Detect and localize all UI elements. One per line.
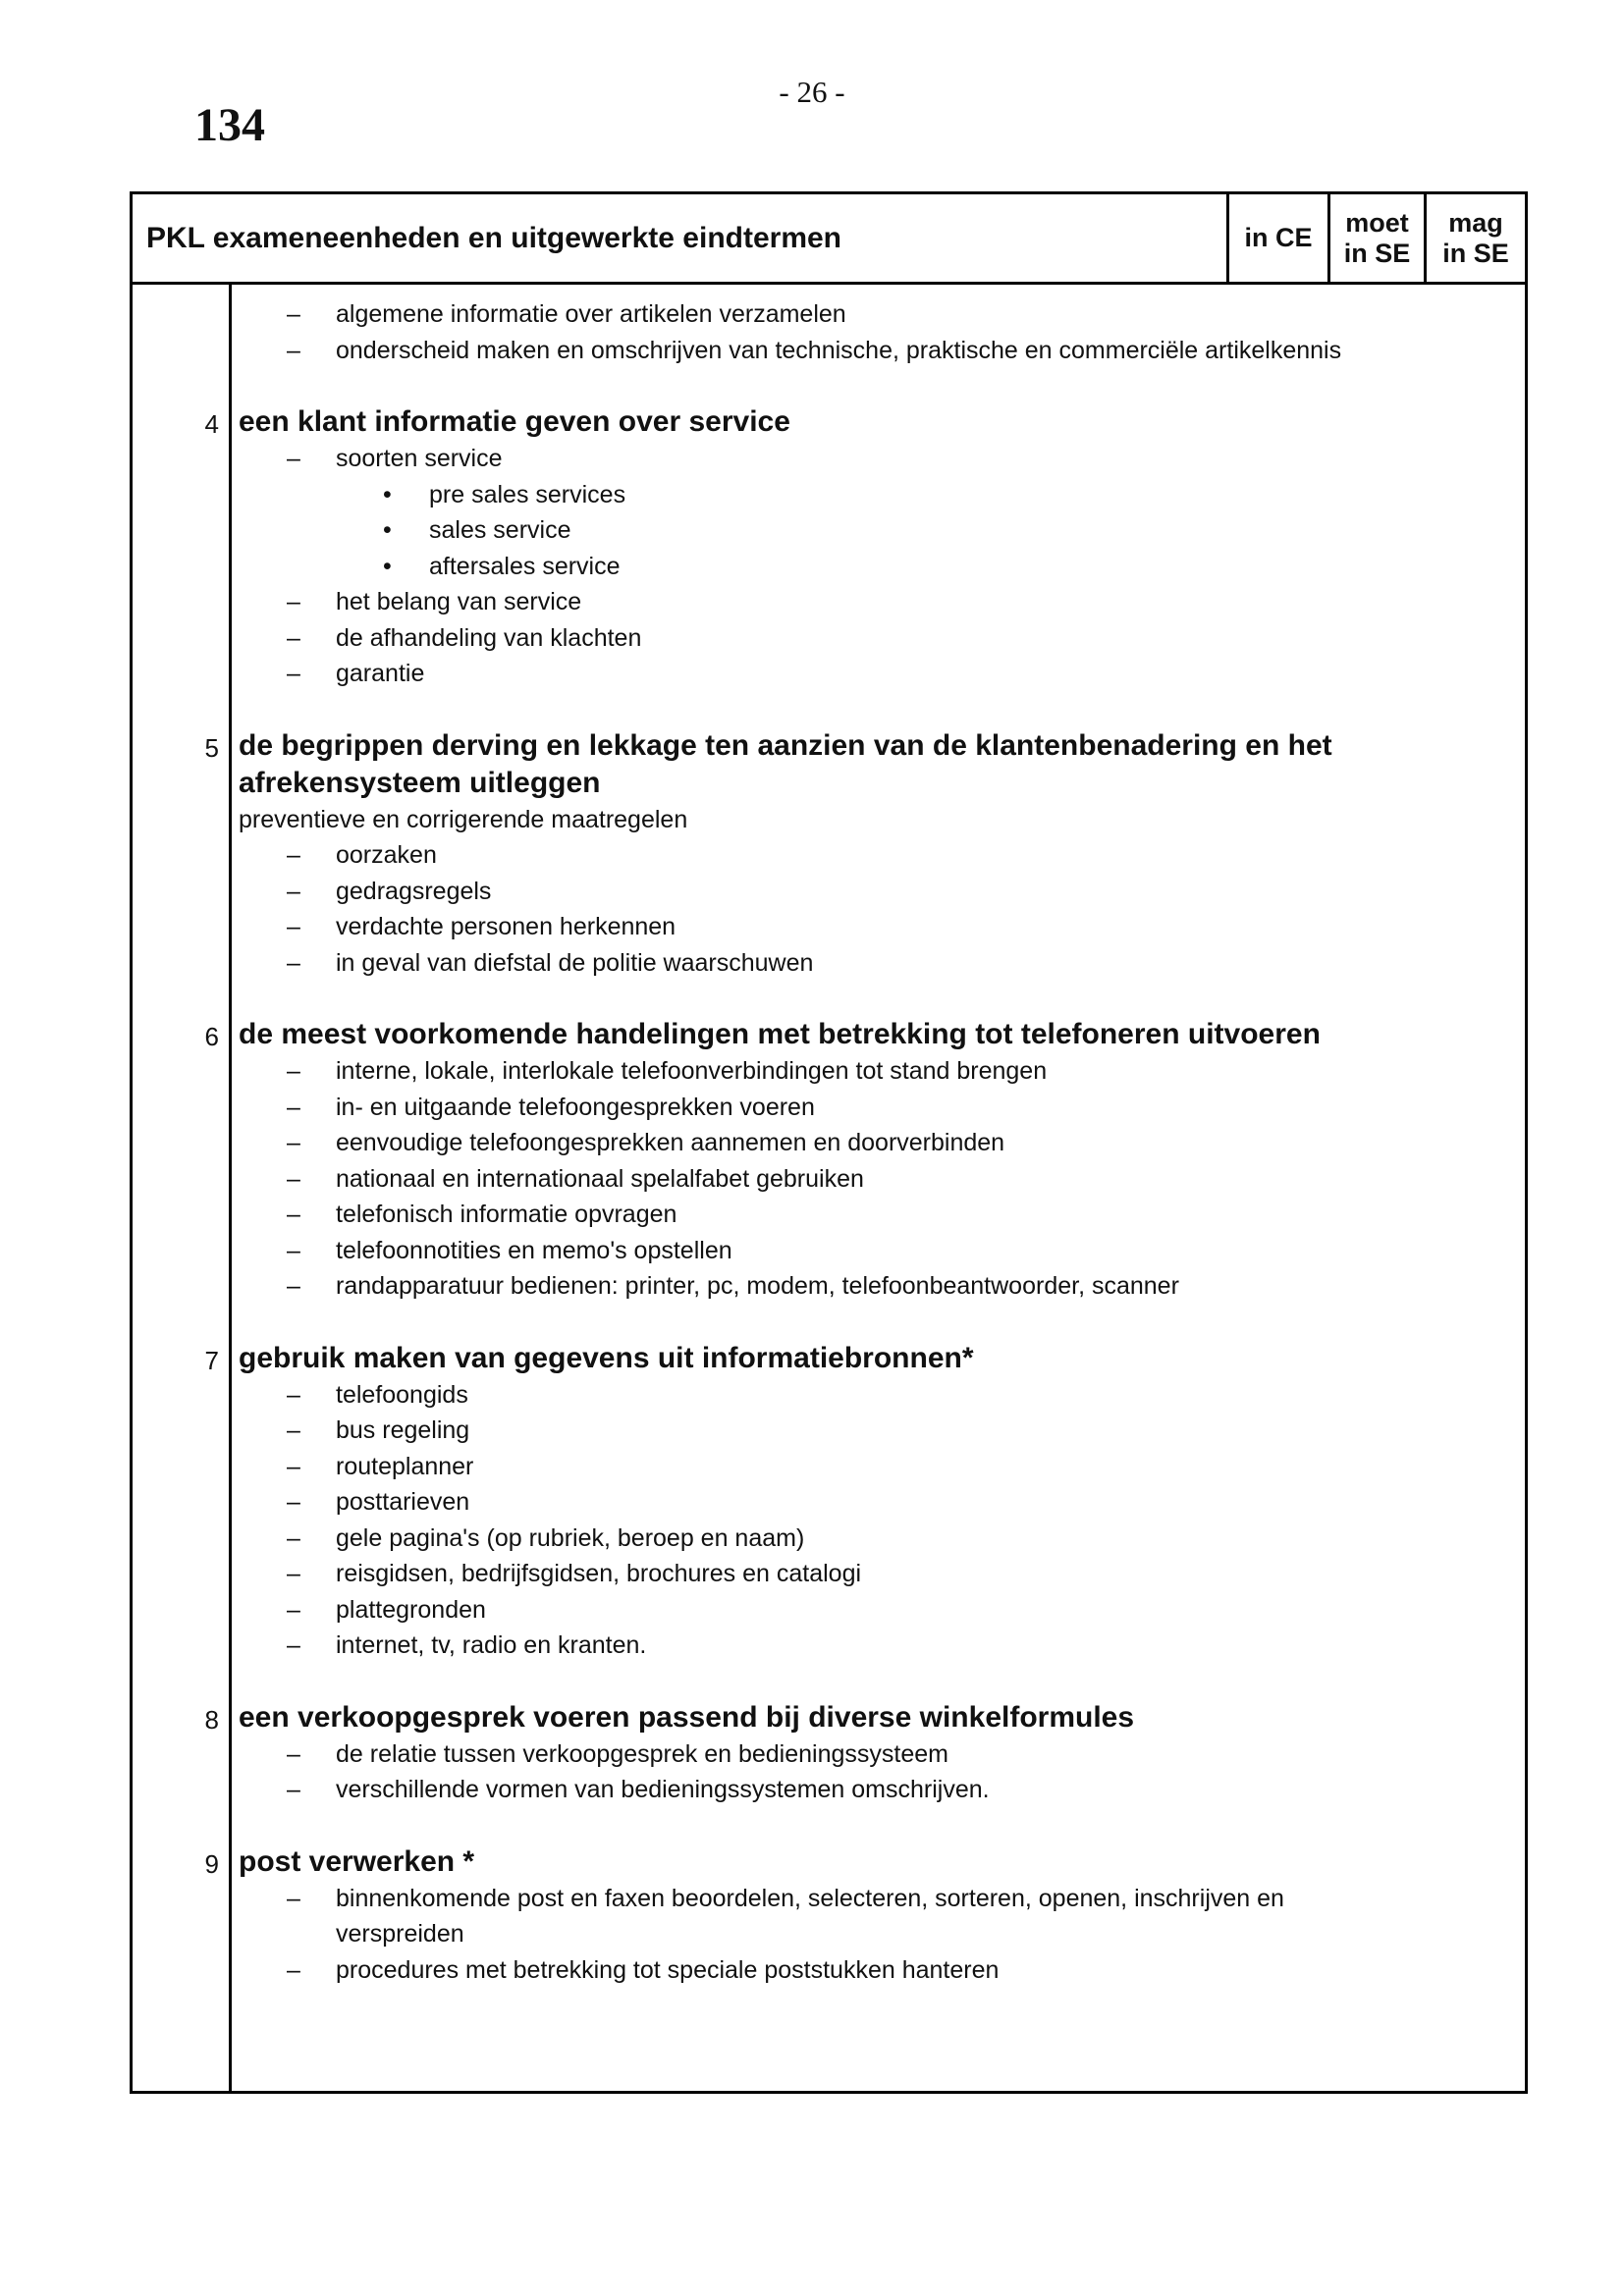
- list-item: [239, 1125, 1417, 1161]
- list-item-text: telefonisch informatie opvragen: [336, 1201, 677, 1228]
- dash-marker-icon: –: [287, 1488, 300, 1516]
- header-col-moet-in-se: [1327, 194, 1424, 282]
- dash-marker-icon: –: [287, 1776, 300, 1803]
- dash-marker-icon: –: [287, 1201, 300, 1228]
- list-item: [239, 1736, 1417, 1773]
- list-item: [239, 512, 1417, 549]
- list-item-text: binnenkomende post en faxen beoordelen, selecteren, sorteren, openen, inschrijven en verspreiden: [336, 1884, 1284, 1948]
- header-col-label: moet: [1345, 207, 1409, 238]
- list-item-text: routeplanner: [336, 1452, 474, 1480]
- list-item-text: interne, lokale, interlokale telefoonverbindingen tot stand brengen: [336, 1057, 1048, 1085]
- list-item-text: telefoongids: [336, 1380, 468, 1409]
- table-body: [133, 285, 1525, 2091]
- list-item: [239, 837, 1417, 874]
- dash-marker-icon: –: [287, 948, 300, 977]
- list-item: [239, 874, 1417, 910]
- exam-item-row: [133, 1305, 1525, 1664]
- dash-marker-icon: –: [287, 1739, 300, 1768]
- item-number: 5: [133, 692, 232, 982]
- list-item: [239, 1161, 1417, 1198]
- dash-marker-icon: –: [287, 1884, 300, 1912]
- dash-marker-icon: –: [287, 623, 300, 652]
- list-item-text: in- en uitgaande telefoongesprekken voeren: [336, 1093, 815, 1121]
- item-content: [232, 1305, 1525, 1664]
- list-item-text: posttarieven: [336, 1488, 470, 1516]
- header-col-mag-in-se: [1424, 194, 1525, 282]
- item-number: 6: [133, 981, 232, 1305]
- exam-item-row: [133, 1664, 1525, 1808]
- bullet-marker-icon: •: [383, 516, 392, 544]
- exam-item-row: [133, 692, 1525, 982]
- dash-marker-icon: –: [287, 1272, 300, 1300]
- header-col-label: mag: [1448, 207, 1503, 238]
- list-item-text: algemene informatie over artikelen verzamelen: [336, 300, 846, 328]
- table-header-row: [133, 194, 1525, 285]
- list-item: [239, 1090, 1417, 1126]
- item-content: [232, 368, 1525, 692]
- list-item: [239, 909, 1417, 945]
- list-item: [239, 1377, 1417, 1414]
- table-title-cell: PKL exameneenheden en uitgewerkte eindtermen: [146, 221, 842, 254]
- list-item-text: sales service: [429, 516, 571, 544]
- dash-marker-icon: –: [287, 1523, 300, 1552]
- list-item: [239, 549, 1417, 585]
- item-subtext: preventieve en corrigerende maatregelen: [239, 805, 688, 833]
- dash-marker-icon: –: [287, 841, 300, 869]
- list-item: [239, 1268, 1417, 1305]
- list-item-text: onderscheid maken en omschrijven van technische, praktische en commerciële artikelkennis: [336, 336, 1342, 364]
- list-item-text: reisgidsen, bedrijfsgidsen, brochures en catalogi: [336, 1560, 862, 1587]
- header-col-in-ce: [1226, 194, 1327, 282]
- dash-marker-icon: –: [287, 660, 300, 687]
- exam-item-row: [133, 285, 1525, 368]
- exam-item-row: [133, 368, 1525, 692]
- list-item: [239, 1628, 1417, 1664]
- list-item-text: gele pagina's (op rubriek, beroep en naam): [336, 1523, 805, 1552]
- list-item: [239, 333, 1417, 369]
- item-content: [232, 692, 1525, 982]
- item-heading: de begrippen derving en lekkage ten aanzien van de klantenbenadering en het afrekensysteem uitleggen: [239, 728, 1332, 799]
- item-heading: post verwerken *: [239, 1844, 475, 1878]
- list-item: [239, 1772, 1417, 1808]
- item-heading: een verkoopgesprek voeren passend bij diverse winkelformules: [239, 1700, 1135, 1734]
- dash-marker-icon: –: [287, 588, 300, 615]
- dash-marker-icon: –: [287, 1560, 300, 1587]
- list-item-text: bus regeling: [336, 1416, 470, 1444]
- list-item: [239, 1521, 1417, 1557]
- list-item: [239, 1592, 1417, 1629]
- item-content: [232, 981, 1525, 1305]
- dash-marker-icon: –: [287, 913, 300, 940]
- dash-marker-icon: –: [287, 1452, 300, 1480]
- dash-marker-icon: –: [287, 300, 300, 328]
- list-item-text: plattegronden: [336, 1595, 486, 1624]
- dash-marker-icon: –: [287, 877, 300, 905]
- list-item: [239, 1053, 1417, 1090]
- item-content: [232, 1808, 1525, 2092]
- list-item-text: pre sales services: [429, 480, 626, 508]
- item-heading: gebruik maken van gegevens uit informatiebronnen*: [239, 1341, 974, 1374]
- header-col-label: in SE: [1343, 238, 1411, 268]
- item-heading: de meest voorkomende handelingen met betrekking tot telefoneren uitvoeren: [239, 1018, 1321, 1050]
- dash-marker-icon: –: [287, 1057, 300, 1085]
- list-item-text: procedures met betrekking tot speciale poststukken hanteren: [336, 1955, 1000, 1984]
- dash-marker-icon: –: [287, 336, 300, 364]
- list-item: [239, 945, 1417, 982]
- exam-item-row: [133, 981, 1525, 1305]
- list-item-text: verdachte personen herkennen: [336, 913, 677, 940]
- item-number: [133, 285, 232, 368]
- item-content: [232, 1664, 1525, 1808]
- list-item-text: telefoonnotities en memo's opstellen: [336, 1236, 732, 1264]
- bullet-marker-icon: •: [383, 480, 392, 508]
- list-item-text: nationaal en internationaal spelalfabet gebruiken: [336, 1164, 864, 1193]
- exam-terms-table: [130, 191, 1528, 2094]
- item-number: 4: [133, 368, 232, 692]
- list-item-text: garantie: [336, 660, 425, 687]
- list-item-text: het belang van service: [336, 588, 582, 615]
- list-item: [239, 1556, 1417, 1592]
- list-item-text: soorten service: [336, 445, 503, 472]
- list-item-text: aftersales service: [429, 552, 621, 580]
- item-heading: een klant informatie geven over service: [239, 405, 790, 438]
- list-item: [239, 620, 1417, 657]
- list-item-text: de relatie tussen verkoopgesprek en bedieningssysteem: [336, 1739, 948, 1768]
- list-item-text: eenvoudige telefoongesprekken aannemen en doorverbinden: [336, 1129, 1005, 1156]
- list-item: [239, 1413, 1417, 1449]
- list-item: [239, 656, 1417, 692]
- dash-marker-icon: –: [287, 1093, 300, 1121]
- list-item-text: de afhandeling van klachten: [336, 623, 642, 652]
- dash-marker-icon: –: [287, 1955, 300, 1984]
- exam-item-row: [133, 1808, 1525, 2092]
- dash-marker-icon: –: [287, 1380, 300, 1409]
- dash-marker-icon: –: [287, 1164, 300, 1193]
- dash-marker-icon: –: [287, 1129, 300, 1156]
- header-col-label: in CE: [1244, 223, 1313, 252]
- list-item: [239, 1952, 1417, 1989]
- list-item: [239, 1881, 1417, 1952]
- bullet-marker-icon: •: [383, 552, 392, 580]
- item-number: 9: [133, 1808, 232, 2092]
- dash-marker-icon: –: [287, 1236, 300, 1264]
- list-item-text: randapparatuur bedienen: printer, pc, modem, telefoonbeantwoorder, scanner: [336, 1272, 1179, 1300]
- list-item-text: in geval van diefstal de politie waarschuwen: [336, 948, 814, 977]
- dash-marker-icon: –: [287, 445, 300, 472]
- list-item: [239, 296, 1417, 333]
- list-item: [239, 1449, 1417, 1485]
- page-folio: - 26 -: [779, 75, 845, 109]
- list-item: [239, 584, 1417, 620]
- page-number: 134: [194, 99, 265, 151]
- list-item-text: internet, tv, radio en kranten.: [336, 1631, 647, 1659]
- header-col-label: in SE: [1442, 238, 1509, 268]
- dash-marker-icon: –: [287, 1416, 300, 1444]
- list-item: [239, 477, 1417, 513]
- list-item: [239, 1484, 1417, 1521]
- item-number: 7: [133, 1305, 232, 1664]
- list-item-text: oorzaken: [336, 841, 437, 869]
- dash-marker-icon: –: [287, 1595, 300, 1624]
- dash-marker-icon: –: [287, 1631, 300, 1659]
- list-item-text: gedragsregels: [336, 877, 492, 905]
- list-item-text: verschillende vormen van bedieningssystemen omschrijven.: [336, 1776, 990, 1803]
- item-content: [232, 285, 1525, 368]
- list-item: [239, 1197, 1417, 1233]
- list-item: [239, 441, 1417, 477]
- item-number: 8: [133, 1664, 232, 1808]
- list-item: [239, 1233, 1417, 1269]
